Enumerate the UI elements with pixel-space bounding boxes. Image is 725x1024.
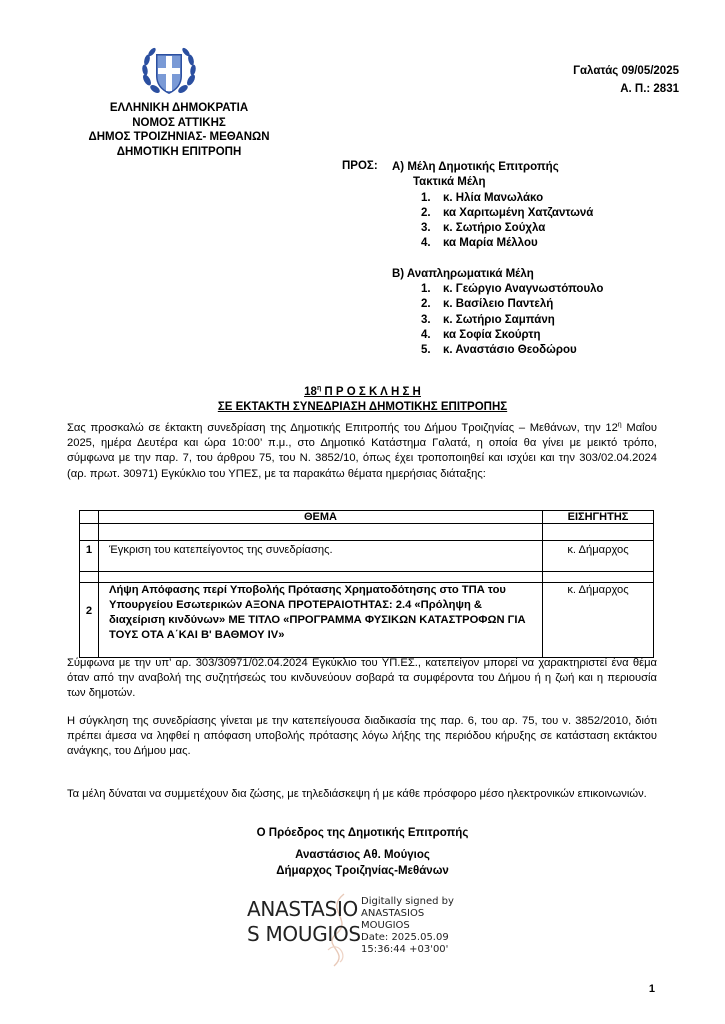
agenda-header-row: [80, 511, 654, 524]
agenda-row-topic: Λήψη Απόφασης περί Υποβολής Πρότασης Χρηματοδότησης στο ΤΠΑ του Υπουργείου Εσωτερικών ΑΞΟΝΑ ΠΡΟΤΕΡΑΙΟΤΗΤΑΣ: 2.4 «Πρόληψη & διαχείριση κινδύνων» ΜΕ ΤΙΤΛΟ «ΠΡΟΓΡΑΜΜΑ ΦΥΣΙΚΩΝ ΚΑΤΑΣΤΡΟΦΩΝ ΓΙΑ ΤΟΥΣ ΟΤΑ Α΄ΚΑΙ Β' ΒΑΘΜΟΥ IV»: [99, 583, 543, 658]
group-a-members: [392, 191, 603, 252]
recipient-number: 2.: [421, 206, 431, 219]
digital-signature-details: [361, 896, 454, 956]
recipient-name: κα Μαρία Μέλλου: [443, 237, 538, 250]
digital-name-line1: ANASTASIO: [247, 897, 359, 921]
agenda-row-rapporteur: κ. Δήμαρχος: [543, 583, 654, 658]
agenda-header-num: [80, 511, 99, 524]
invitation-heading: [304, 386, 421, 398]
recipient-name: κ. Αναστάσιο Θεοδώρου: [443, 344, 577, 357]
digital-sig-line4: Date: 2025.05.09: [361, 932, 449, 943]
signatory-name: Αναστάσιος Αθ. Μούγιος: [295, 849, 430, 861]
issuer-municipality: ΔΗΜΟΣ ΤΡΟΙΖΗΝΙΑΣ- ΜΕΘΑΝΩΝ: [88, 131, 270, 143]
recipient-number: 3.: [421, 313, 431, 326]
recipient-item: [413, 282, 603, 297]
recipient-item: [413, 328, 603, 343]
agenda-header-rapporteur: ΕΙΣΗΓΗΤΗΣ: [543, 511, 654, 524]
recipient-group-b: [392, 267, 603, 359]
invitation-number: 18: [304, 385, 317, 398]
place-date: Γαλατάς 09/05/2025: [573, 65, 679, 77]
invitation-title: [0, 381, 725, 415]
page-number: 1: [648, 983, 655, 995]
intro-text-b: Μαΐου 2025, ημέρα Δευτέρα και ώρα 10:00’ π.μ., στο Δημοτικό Κατάστημα Γαλατά, η οποία θα γίνει με μεικτό τρόπο, σύμφωνα με την παρ. 7, του άρθρου 75, του Ν. 3852/10, όπως έχει τροποποιηθεί και ισχύει και την 303/02.04.2024 (αρ. πρωτ. 30971) Εγκύκλιο του ΥΠΕΣ, με τα παρακάτω θέματα ημερήσιας διάταξης:: [67, 422, 657, 480]
invitation-word: Π Ρ Ο Σ Κ Λ Η Σ Η: [321, 385, 421, 398]
signature-block: [0, 825, 725, 879]
recipient-item: [413, 206, 603, 221]
agenda-row: [80, 583, 654, 658]
recipient-name: κ. Βασίλειο Παντελή: [443, 298, 554, 311]
digital-signature-name: [247, 897, 361, 947]
agenda-header-topic: ΘΕΜΑ: [99, 511, 543, 524]
digital-sig-line3: MOUGIOS: [361, 920, 410, 931]
intro-date-suffix: η: [617, 421, 622, 429]
recipient-item: [413, 313, 603, 328]
urgency-paragraph: Σύμφωνα με την υπ’ αρ. 303/30971/02.04.2024 Εγκύκλιο του ΥΠ.ΕΣ., κατεπείγον μπορεί να χαρακτηριστεί ένα θέμα όταν από την αναβολή της συζητήσεώς του κινδυνεύουν σοβαρά τα συμφέροντα του Δήμου ή η ζωή και η περιουσία των δημοτών.: [67, 657, 657, 700]
intro-text-a: Σας προσκαλώ σε έκτακτη συνεδρίαση της Δημοτικής Επιτροπής του Δήμου Τροιζηνίας – Μεθάνων, την 12: [67, 422, 618, 434]
group-b-members: [392, 282, 603, 358]
group-a-subtitle: Τακτικά Μέλη: [413, 176, 486, 189]
recipient-name: κ. Σωτήριο Σούχλα: [443, 222, 546, 235]
recipient-name: κα Σοφία Σκούρτη: [443, 328, 541, 341]
recipient-number: 4.: [421, 237, 431, 250]
digital-sig-line1: Digitally signed by: [361, 896, 454, 907]
recipient-name: κ. Σωτήριο Σαμπάνη: [443, 313, 555, 326]
recipient-item: [413, 191, 603, 206]
recipient-item: [413, 297, 603, 312]
recipient-name: κ. Ηλία Μανωλάκο: [443, 191, 544, 204]
greek-coat-of-arms-icon: [139, 42, 199, 102]
intro-paragraph: [67, 421, 657, 482]
recipient-name: κ. Γεώργιο Αναγνωστόπουλο: [443, 283, 604, 296]
recipient-number: 5.: [421, 344, 431, 357]
recipient-number: 1.: [421, 283, 431, 296]
reason-paragraph: Η σύγκληση της συνεδρίασης γίνεται με την κατεπείγουσα διαδικασία της παρ. 6, του αρ. 75, του ν. 3852/2010, διότι πρέπει άμεσα να ληφθεί η απόφαση υποβολής πρότασης λόγω λήξης της περιόδου κήρυξης σε κατάσταση εκτάκτου ανάγκης, του Δήμου μας.: [67, 715, 657, 758]
invitation-number-suffix: η: [316, 385, 322, 392]
agenda-row-number: 1: [80, 541, 99, 572]
agenda-row: [80, 541, 654, 572]
issuer-committee: ΔΗΜΟΤΙΚΗ ΕΠΙΤΡΟΠΗ: [116, 145, 242, 158]
issuer-country: ΕΛΛΗΝΙΚΗ ΔΗΜΟΚΡΑΤΙΑ: [109, 102, 249, 114]
issuer-block: [84, 101, 274, 159]
digital-sig-line5: 15:36:44 +03'00': [361, 944, 449, 955]
recipient-number: 4.: [421, 328, 431, 341]
recipient-number: 1.: [421, 191, 431, 204]
agenda-table: [79, 510, 654, 658]
agenda-row-topic: Έγκριση του κατεπείγοντος της συνεδρίασης.: [99, 541, 543, 572]
recipient-item: [413, 236, 603, 251]
agenda-row-rapporteur: κ. Δήμαρχος: [543, 541, 654, 572]
recipient-number: 2.: [421, 298, 431, 311]
protocol-number: Α. Π.: 2831: [620, 83, 679, 95]
digital-name-line2: S MOUGIOS: [247, 922, 361, 946]
issuer-prefecture: ΝΟΜΟΣ ΑΤΤΙΚΗΣ: [132, 116, 226, 129]
recipient-item: [413, 343, 603, 358]
invitation-subtitle: ΣΕ ΕΚΤΑΚΤΗ ΣΥΝΕΔΡΙΑΣΗ ΔΗΜΟΤΙΚΗΣ ΕΠΙΤΡΟΠΗΣ: [217, 400, 508, 413]
recipient-name: κα Χαριτωμένη Χατζαντωνά: [443, 206, 594, 219]
signatory-title: Δήμαρχος Τροιζηνίας-Μεθάνων: [276, 865, 449, 877]
document-meta: [573, 62, 679, 98]
recipients-list: [392, 160, 603, 374]
participation-paragraph: Τα μέλη δύναται να συμμετέχουν δια ζώσης, με τηλεδιάσκεψη ή με κάθε πρόσφορο μέσο ηλεκτρονικών επικοινωνιών.: [67, 788, 647, 800]
recipient-number: 3.: [421, 222, 431, 235]
group-b-title: Β) Αναπληρωματικά Μέλη: [392, 267, 534, 280]
agenda-spacer-row: [80, 572, 654, 583]
agenda-row-number: 2: [80, 583, 99, 658]
to-label: ΠΡΟΣ:: [342, 160, 378, 172]
digital-sig-line2: ANASTASIOS: [361, 908, 425, 919]
recipient-group-a: [392, 160, 603, 252]
signatory-role: Ο Πρόεδρος της Δημοτικής Επιτροπής: [256, 827, 469, 839]
group-a-title: Α) Μέλη Δημοτικής Επιτροπής: [392, 161, 559, 173]
agenda-spacer-row: [80, 524, 654, 541]
recipient-item: [413, 221, 603, 236]
